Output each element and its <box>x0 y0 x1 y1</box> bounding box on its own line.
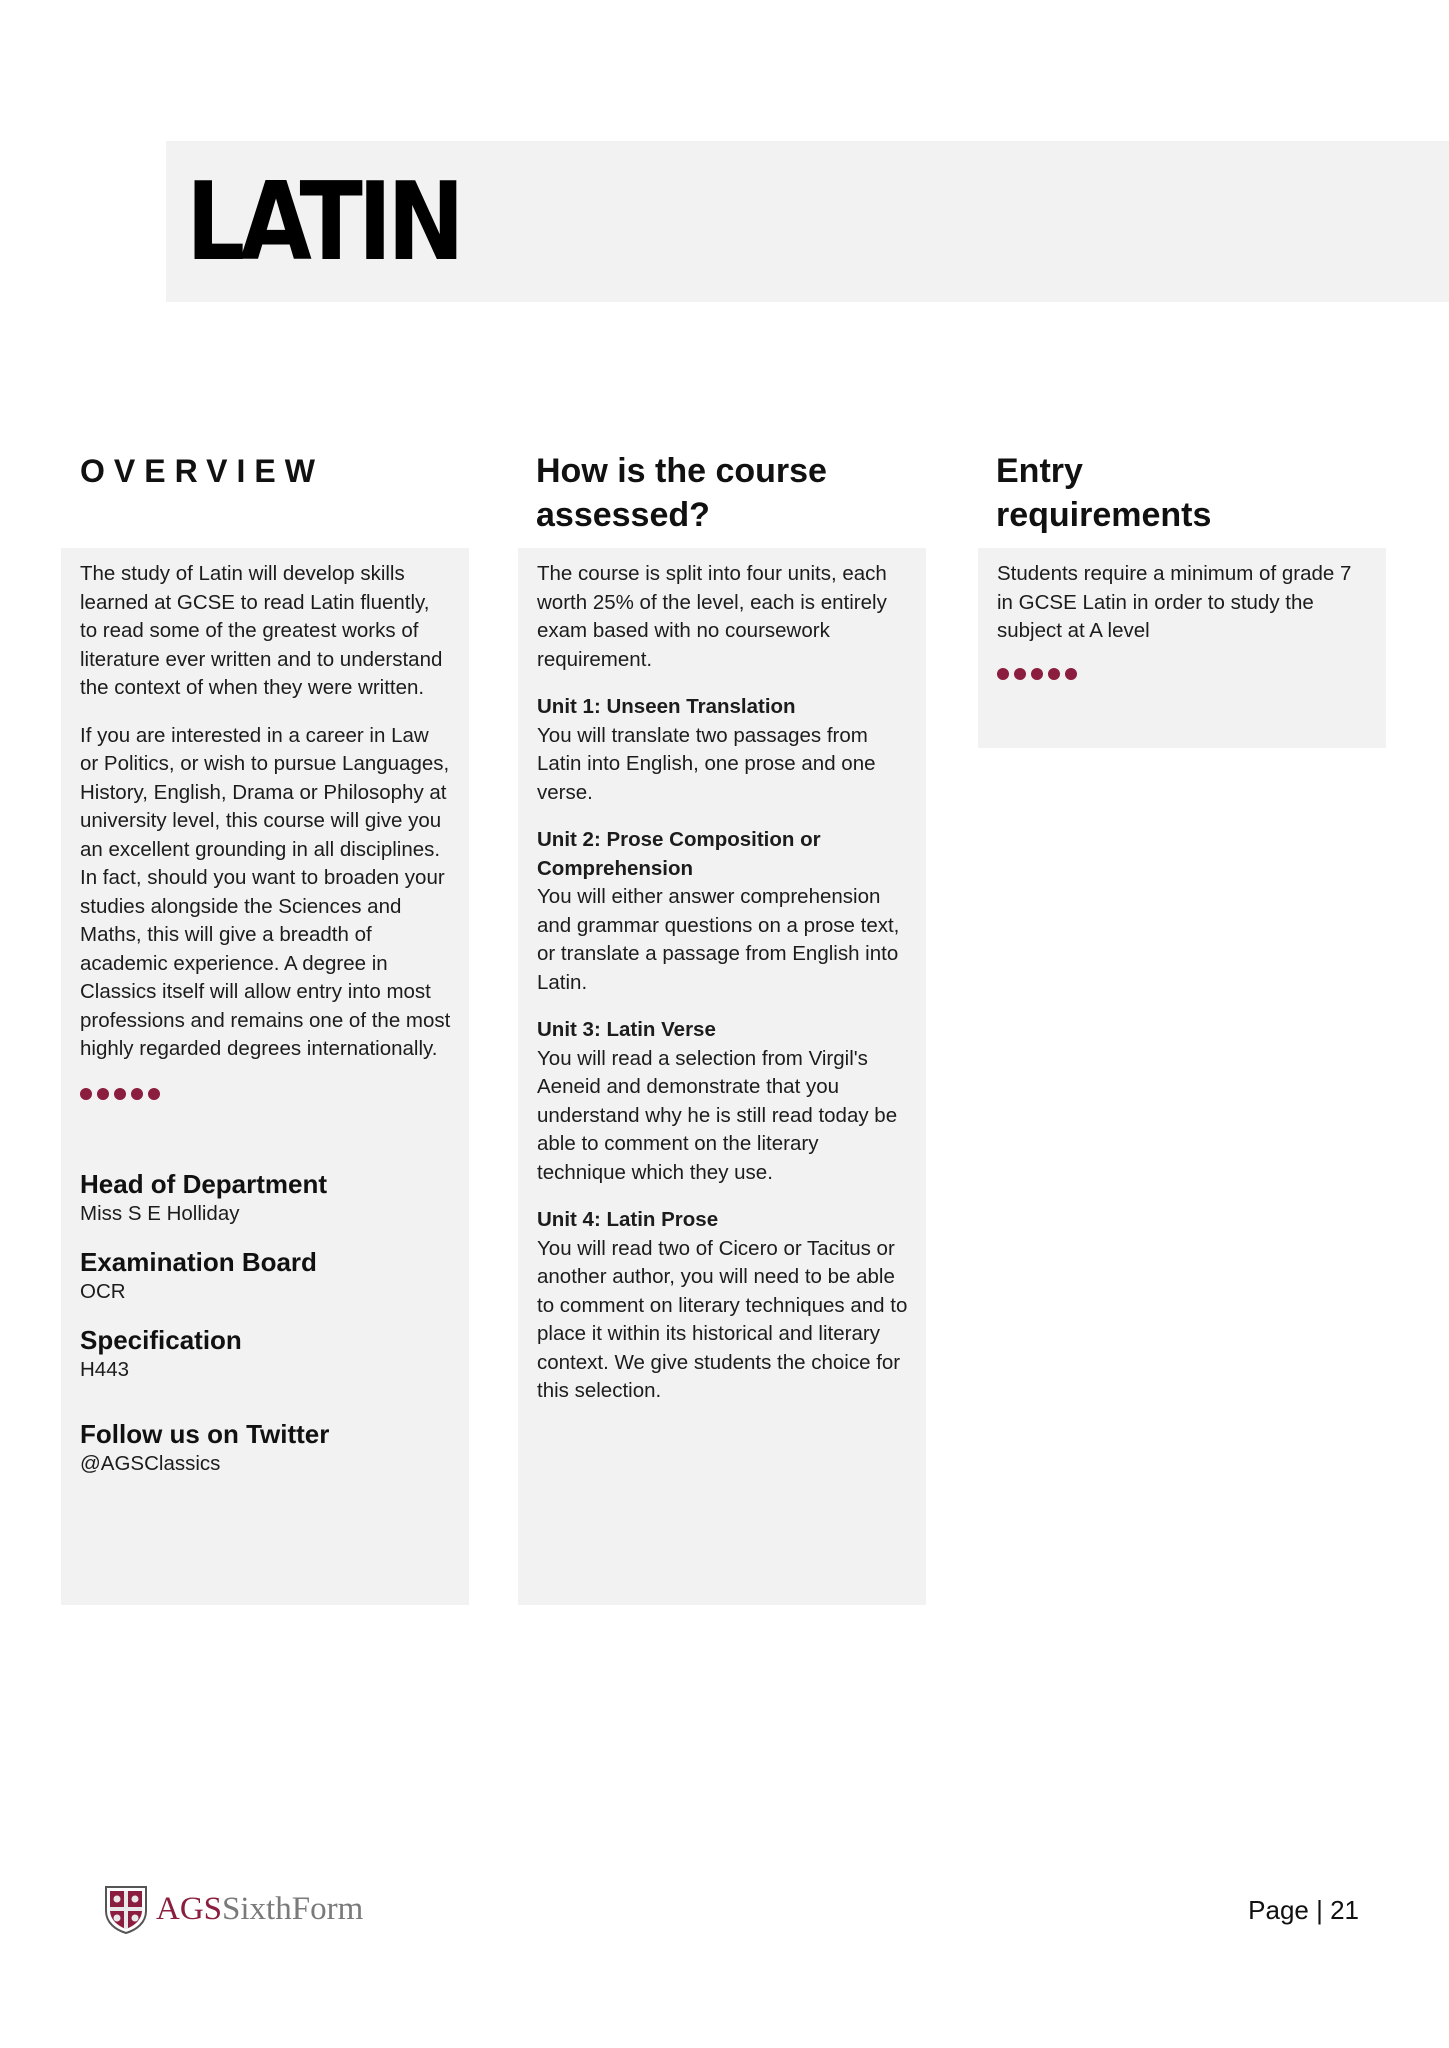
dot-icon <box>114 1088 126 1100</box>
unit-text: You will read two of Cicero or Tacitus or another author, you will need to be able to comment on literary techniques and to place it within its historical and literary context. We give students the choice for this selection. <box>537 1236 908 1402</box>
meta-label-twitter: Follow us on Twitter <box>80 1418 330 1449</box>
meta-label-head-of-department: Head of Department <box>80 1168 328 1199</box>
unit-title: Unit 3: Latin Verse <box>537 1018 716 1041</box>
overview-panel <box>61 548 469 1605</box>
dot-icon <box>80 1088 92 1100</box>
unit-title: Unit 4: Latin Prose <box>537 1208 719 1231</box>
dot-icon <box>1048 668 1060 680</box>
entry-heading: Entry requirements <box>996 452 1212 534</box>
footer-logo <box>102 1883 363 1935</box>
entry-text: Students require a minimum of grade 7 in GCSE Latin in order to study the subject at A level <box>997 562 1352 642</box>
dot-icon <box>1031 668 1043 680</box>
dot-icon <box>148 1088 160 1100</box>
unit-block <box>537 1206 908 1406</box>
meta-label-specification: Specification <box>80 1324 242 1355</box>
meta-value-specification: H443 <box>80 1357 130 1381</box>
title-band <box>166 141 1449 302</box>
unit-block <box>537 693 908 807</box>
logo-suffix: SixthForm <box>222 1890 364 1927</box>
unit-text: You will translate two passages from Latin into English, one prose and one verse. <box>537 723 876 804</box>
unit-block <box>537 1016 908 1187</box>
school-crest-icon <box>102 1883 150 1935</box>
overview-paragraph: The study of Latin will develop skills learned at GCSE to read Latin fluently, to read some of the greatest works of literature ever written and to understand the context of when they were written. <box>80 562 443 699</box>
unit-text: You will either answer comprehension and grammar questions on a prose text, or translate a passage from English into Latin. <box>537 885 900 994</box>
unit-title: Unit 1: Unseen Translation <box>537 695 796 718</box>
dot-icon <box>97 1088 109 1100</box>
logo-wordmark <box>156 1891 363 1928</box>
dot-divider <box>997 668 1368 680</box>
page-number: Page | 21 <box>1248 1895 1359 1925</box>
meta-value-examination-board: OCR <box>80 1279 126 1303</box>
dot-divider <box>80 1088 451 1100</box>
twitter-handle[interactable]: @AGSClassics <box>80 1451 221 1475</box>
assessment-panel <box>518 548 926 1605</box>
unit-text: You will read a selection from Virgil's Aeneid and demonstrate that you understand why he is still read today be able to comment on the literary technique which they use. <box>537 1046 898 1184</box>
assessment-intro: The course is split into four units, each worth 25% of the level, each is entirely exam based with no coursework requirement. <box>537 562 887 671</box>
meta-label-examination-board: Examination Board <box>80 1246 317 1277</box>
page-title: LATIN <box>186 160 460 285</box>
entry-panel <box>978 548 1386 748</box>
dot-icon <box>1065 668 1077 680</box>
dot-icon <box>131 1088 143 1100</box>
overview-heading: OVERVIEW <box>80 453 324 489</box>
meta-value-head-of-department: Miss S E Holliday <box>80 1201 240 1225</box>
dot-icon <box>1014 668 1026 680</box>
unit-title: Unit 2: Prose Composition or Comprehension <box>537 828 821 880</box>
assessment-heading: How is the course assessed? <box>536 452 827 534</box>
unit-block <box>537 826 908 997</box>
dot-icon <box>997 668 1009 680</box>
overview-paragraph: If you are interested in a career in Law or Politics, or wish to pursue Languages, History, English, Drama or Philosophy at university level, this course will give you an excellent grounding in all disciplines. In fact, should you want to broaden your studies alongside the Sciences and Maths, this will give a breadth of academic experience. A degree in Classics itself will allow entry into most professions and remains one of the most highly regarded degrees internationally. <box>80 723 451 1060</box>
logo-prefix: AGS <box>156 1890 223 1927</box>
